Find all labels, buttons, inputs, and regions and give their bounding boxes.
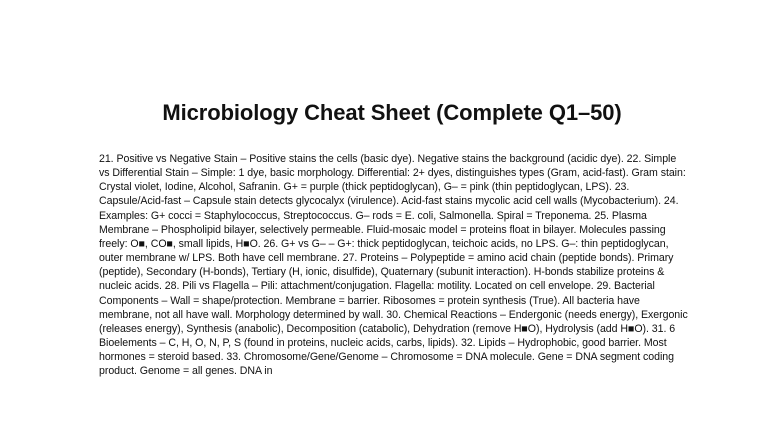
- document-body-text: 21. Positive vs Negative Stain – Positive stains the cells (basic dye). Negative stains the background (acidic dye). 22. Simple vs Differential Stain – Simple: 1 dye, basic morphology. Differential: 2+ dyes, distinguishes types (Gram, acid-fast). Gram stain: Crystal violet, Iodine, Alcohol, Safranin. G+ = purple (thick peptidoglycan), G– = pink (thin peptidoglycan, LPS). 23. Capsule/Acid-fast – Capsule stain detects glycocalyx (virulence). Acid-fast stains mycolic acid cell walls (Mycobacterium). 24. Examples: G+ cocci = Staphylococcus, Streptococcus. G– rods = E. coli, Salmonella. Spiral = Treponema. 25. Plasma Membrane – Phospholipid bilayer, selectively permeable. Fluid-mosaic model = proteins float in bilayer. Molecules passing freely: O■, CO■, small lipids, H■O. 26. G+ vs G– – G+: thick peptidoglycan, teichoic acids, no LPS. G–: thin peptidoglycan, outer membrane w/ LPS. Both have cell membrane. 27. Proteins – Polypeptide = amino acid chain (peptide bonds). Primary (peptide), Secondary (H-bonds), Tertiary (H, ionic, disulfide), Quaternary (subunit interaction). H-bonds stabilize proteins & nucleic acids. 28. Pili vs Flagella – Pili: attachment/conjugation. Flagella: motility. Located on cell envelope. 29. Bacterial Components – Wall = shape/protection. Membrane = barrier. Ribosomes = protein synthesis (True). All bacteria have membrane, not all have wall. Morphology determined by wall. 30. Chemical Reactions – Endergonic (needs energy), Exergonic (releases energy), Synthesis (anabolic), Decomposition (catabolic), Dehydration (remove H■O), Hydrolysis (add H■O). 31. 6 Bioelements – C, H, O, N, P, S (found in proteins, nucleic acids, carbs, lipids). 32. Lipids – Hydrophobic, good barrier. Most hormones = steroid based. 33. Chromosome/Gene/Genome – Chromosome = DNA molecule. Gene = DNA segment coding product. Genome = all genes. DNA in: [99, 153, 688, 378]
- document-title: Microbiology Cheat Sheet (Complete Q1–50): [162, 100, 622, 125]
